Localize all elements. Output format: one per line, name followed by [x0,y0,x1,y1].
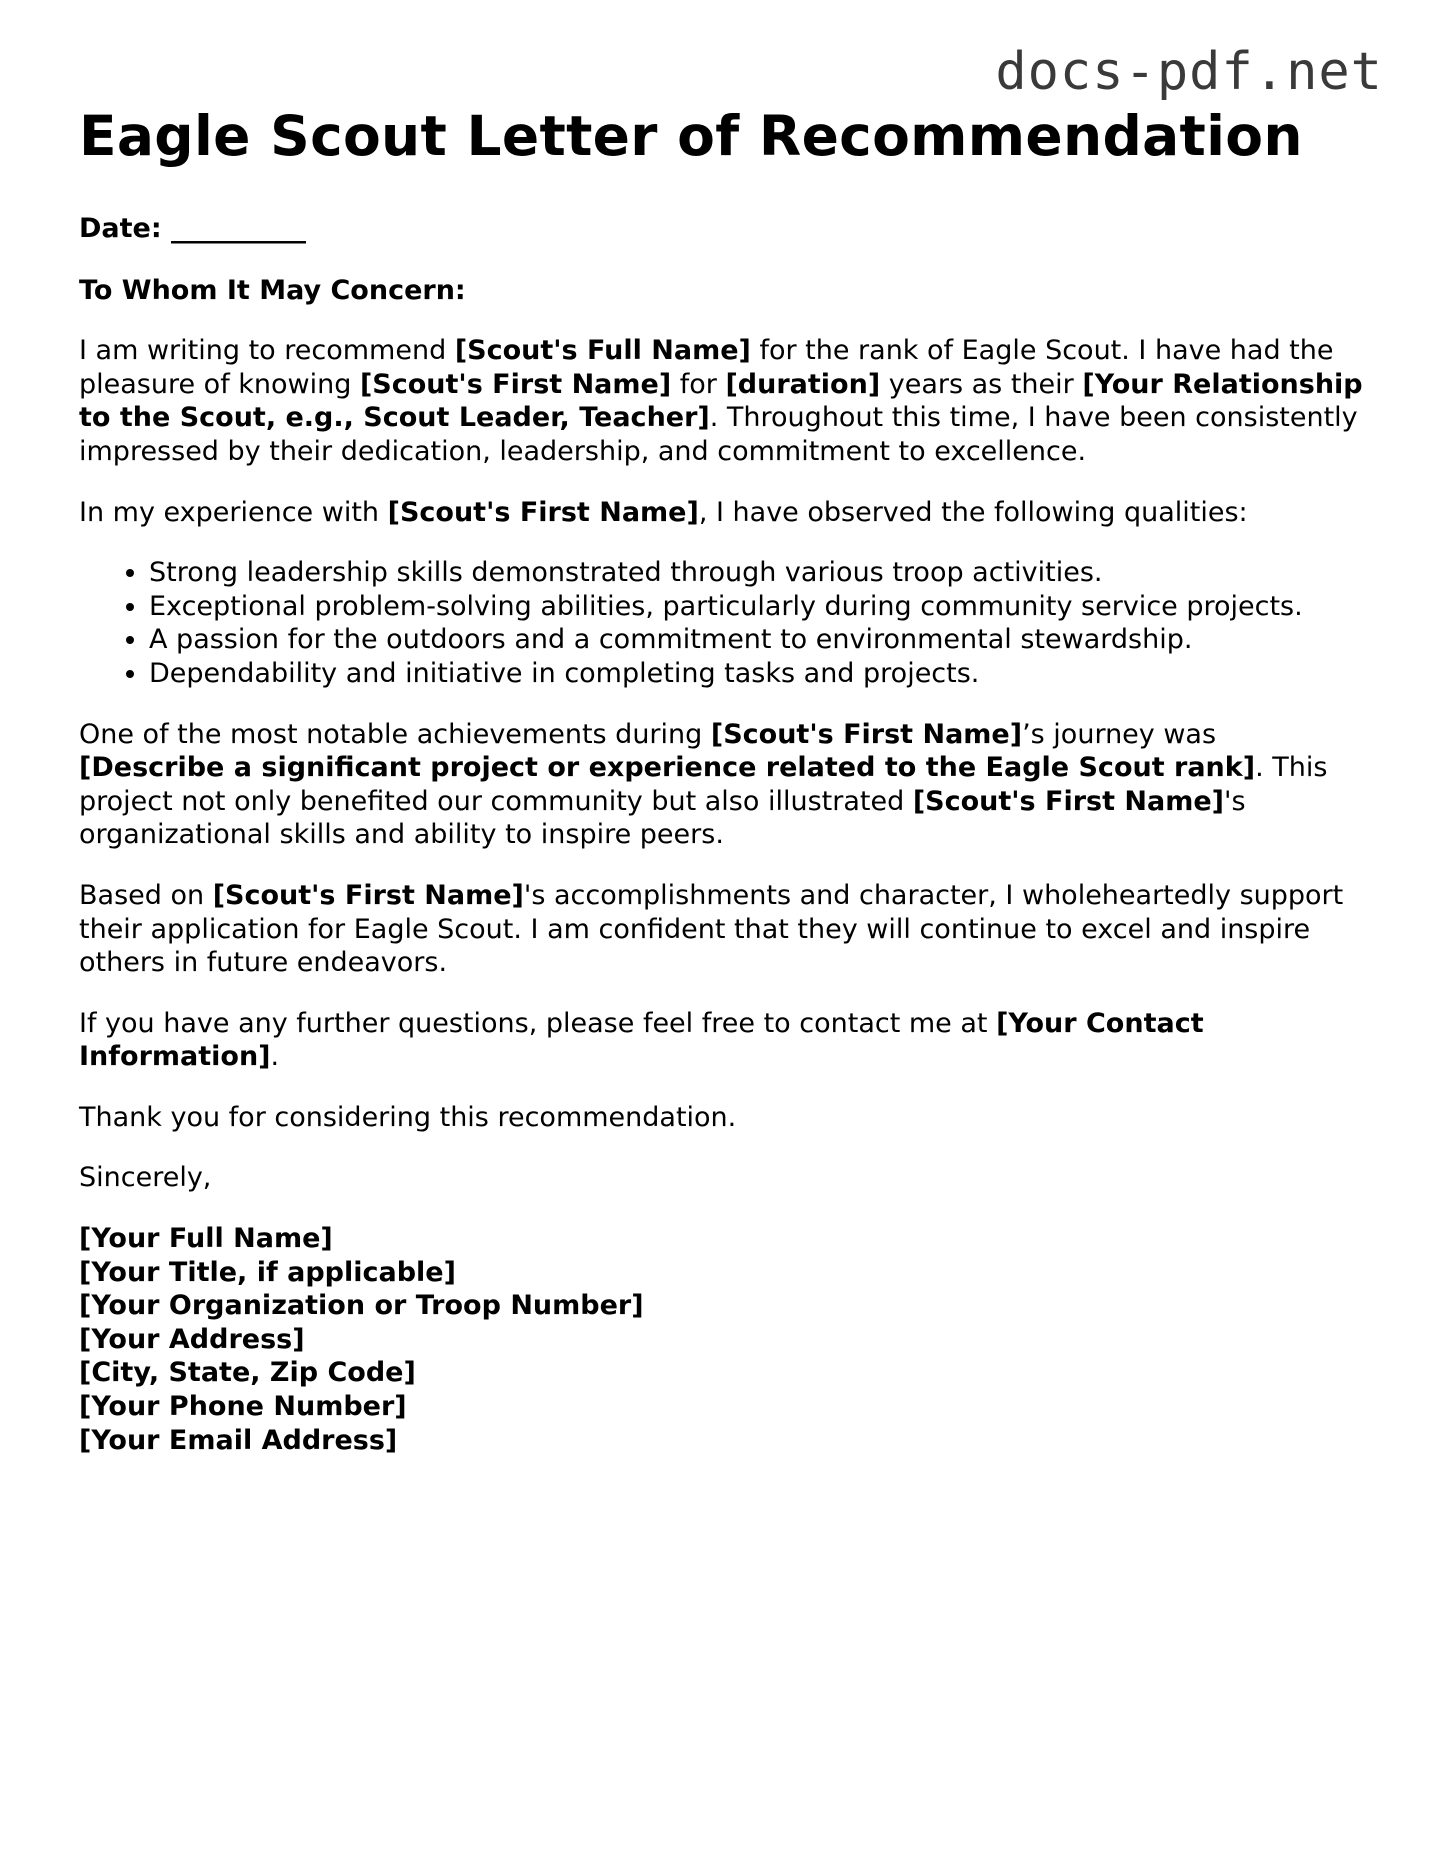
qualities-intro-paragraph [79,496,1369,530]
placeholder-relationship: [Your Relationship to the Scout, e.g., Scout Leader, Teacher] [79,368,1363,434]
list-item: • Dependability and initiative in completing tasks and projects. [149,657,1369,691]
text-run: for the rank of Eagle Scout. I have had the pleasure of knowing [79,335,1334,400]
text-run: One of the most notable achievements during [79,718,711,750]
text-run: . [270,1041,280,1073]
document-title: Eagle Scout Letter of Recommendation [79,104,1303,168]
placeholder-scout-first-name: [Scout's First Name] [359,368,672,400]
intro-paragraph [79,334,1369,468]
list-item: • Exceptional problem-solving abilities, particularly during community service projects. [149,590,1369,624]
signature-full-name: [Your Full Name] [79,1223,333,1255]
text-run: years as their [880,368,1083,400]
text-run: . Throughout this time, I have been consistently impressed by their dedication, leadership, and commitment to excellence. [79,402,1358,467]
text-run: ’s journey was [1022,718,1217,750]
list-item: • Strong leadership skills demonstrated through various troop activities. [149,556,1369,590]
placeholder-project-description: [Describe a significant project or experience related to the Eagle Scout rank] [79,752,1256,784]
placeholder-scout-first-name: [Scout's First Name] [710,718,1023,750]
text-run: , I have observed the following qualities: [698,496,1248,528]
closing: Sincerely, [79,1162,212,1194]
list-item: • A passion for the outdoors and a commitment to environmental stewardship. [149,623,1369,657]
signature-title: [Your Title, if applicable] [79,1256,456,1288]
text-run: Based on [79,879,213,911]
watermark-text: docs-pdf.net [995,42,1383,102]
text-run: If you have any further questions, please feel free to contact me at [79,1007,997,1039]
placeholder-scout-first-name: [Scout's First Name] [212,879,524,911]
text-run: for [671,368,726,400]
signature-organization: [Your Organization or Troop Number] [79,1290,644,1322]
contact-paragraph [79,1007,1369,1074]
text-run: 's organizational skills and ability to inspire peers. [79,785,1246,851]
salutation: To Whom It May Concern: [79,274,466,306]
support-paragraph [79,879,1369,980]
signature-city-state-zip: [City, State, Zip Code] [79,1357,416,1389]
text-run: I am writing to recommend [79,335,455,367]
achievement-paragraph [79,718,1369,852]
placeholder-duration: [duration] [725,368,881,400]
text-run: . This project not only benefited our community but also illustrated [79,752,1328,817]
signature-block [79,1222,1369,1457]
placeholder-scout-first-name: [Scout's First Name] [387,496,699,528]
placeholder-scout-full-name: [Scout's Full Name] [454,335,751,367]
signature-email: [Your Email Address] [79,1424,398,1456]
date-line: Date: __________ [79,213,307,244]
text-run: 's accomplishments and character, I wholeheartedly support their application for Eagle Scout. I am confident that they will continue to excel and inspire others in future endeavors. [79,879,1344,979]
placeholder-scout-first-name: [Scout's First Name] [912,785,1225,817]
placeholder-contact-information: [Your Contact Information] [79,1007,1204,1073]
letter-document [79,104,1369,1457]
qualities-list [79,556,1369,690]
text-run: In my experience with [79,496,388,528]
signature-address: [Your Address] [79,1323,305,1355]
thanks-paragraph: Thank you for considering this recommendation. [79,1101,737,1133]
signature-phone: [Your Phone Number] [79,1391,407,1423]
